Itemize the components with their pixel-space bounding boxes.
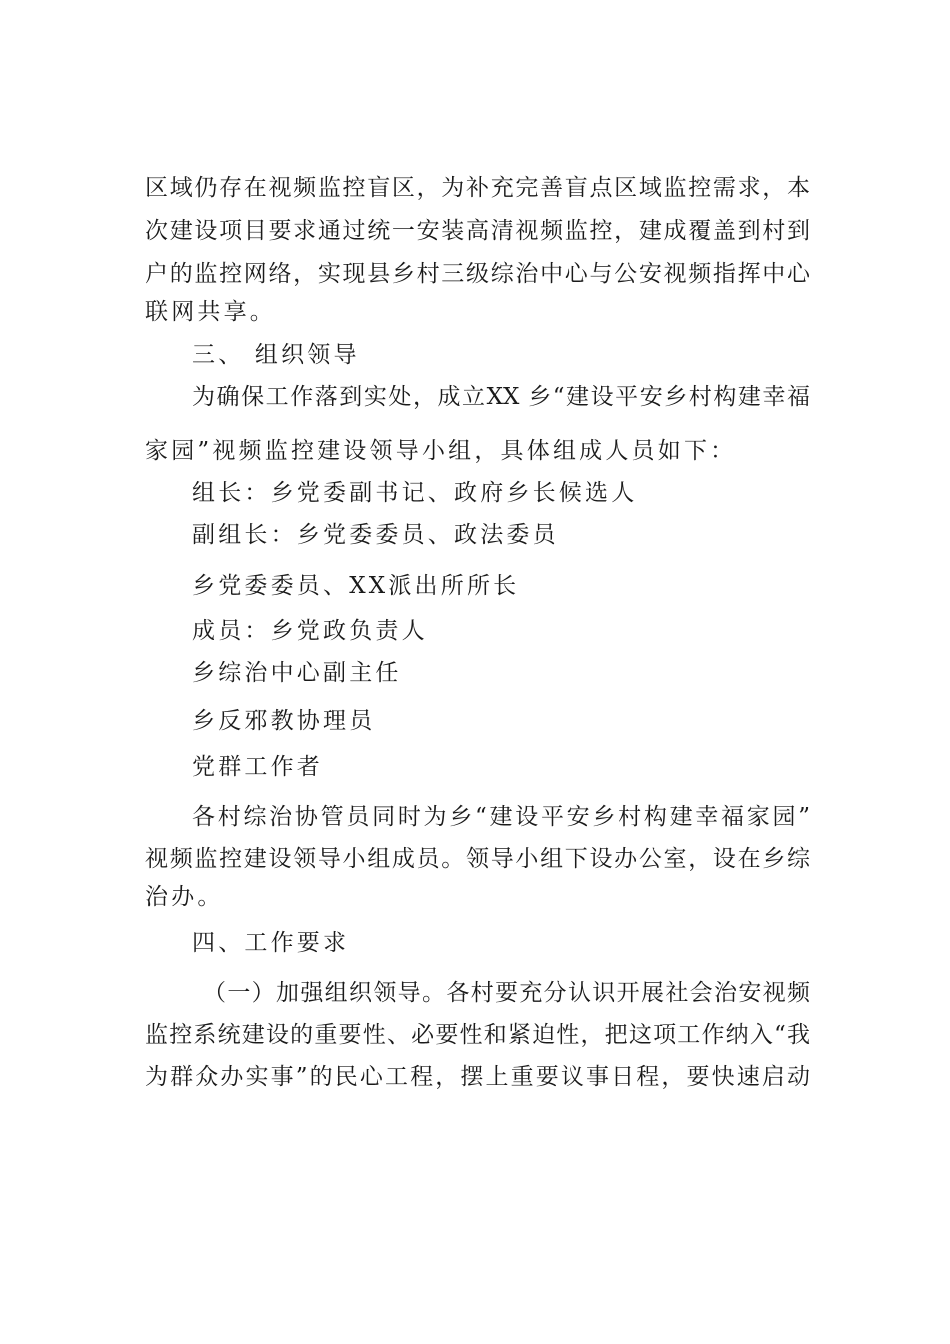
body-text-line: 次建设项目要求通过统一安装高清视频监控，建成覆盖到村到 xyxy=(145,218,810,244)
body-text-line: 户的监控网络，实现县乡村三级综治中心与公安视频指挥中心 xyxy=(145,261,810,287)
member-line: 党群工作者 xyxy=(192,754,323,780)
body-text-line: 为群众办实事”的民心工程，摆上重要议事日程，要快速启动 xyxy=(145,1064,810,1090)
body-text-line: 监控系统建设的重要性、必要性和紧迫性，把这项工作纳入“我 xyxy=(145,1022,810,1048)
body-text-line: 为确保工作落到实处，成立XX 乡“建设平安乡村构建幸福 xyxy=(192,384,810,410)
body-text-line: 区域仍存在视频监控盲区，为补充完善盲点区域监控需求，本 xyxy=(145,175,810,201)
section-heading: 三、 组织领导 xyxy=(192,342,360,368)
body-text-line: 各村综治协管员同时为乡“建设平安乡村构建幸福家园” xyxy=(192,804,810,830)
body-text-line: （一）加强组织领导。各村要充分认识开展社会治安视频 xyxy=(203,980,810,1006)
body-text-line: 家园”视频监控建设领导小组，具体组成人员如下： xyxy=(145,438,737,464)
member-line: 组长：乡党委副书记、政府乡长候选人 xyxy=(192,480,638,506)
member-line: 副组长：乡党委委员、政法委员 xyxy=(192,522,559,548)
member-line: 乡党委委员、XX派出所所长 xyxy=(192,573,520,599)
body-text-line: 联网共享。 xyxy=(145,299,276,325)
member-line: 乡综治中心副主任 xyxy=(192,660,402,686)
body-text-line: 视频监控建设领导小组成员。领导小组下设办公室，设在乡综 xyxy=(145,846,810,872)
body-text-line: 治办。 xyxy=(145,884,224,910)
member-line: 乡反邪教协理员 xyxy=(192,708,376,734)
member-line: 成员：乡党政负责人 xyxy=(192,618,428,644)
section-heading: 四、工作要求 xyxy=(192,930,350,956)
